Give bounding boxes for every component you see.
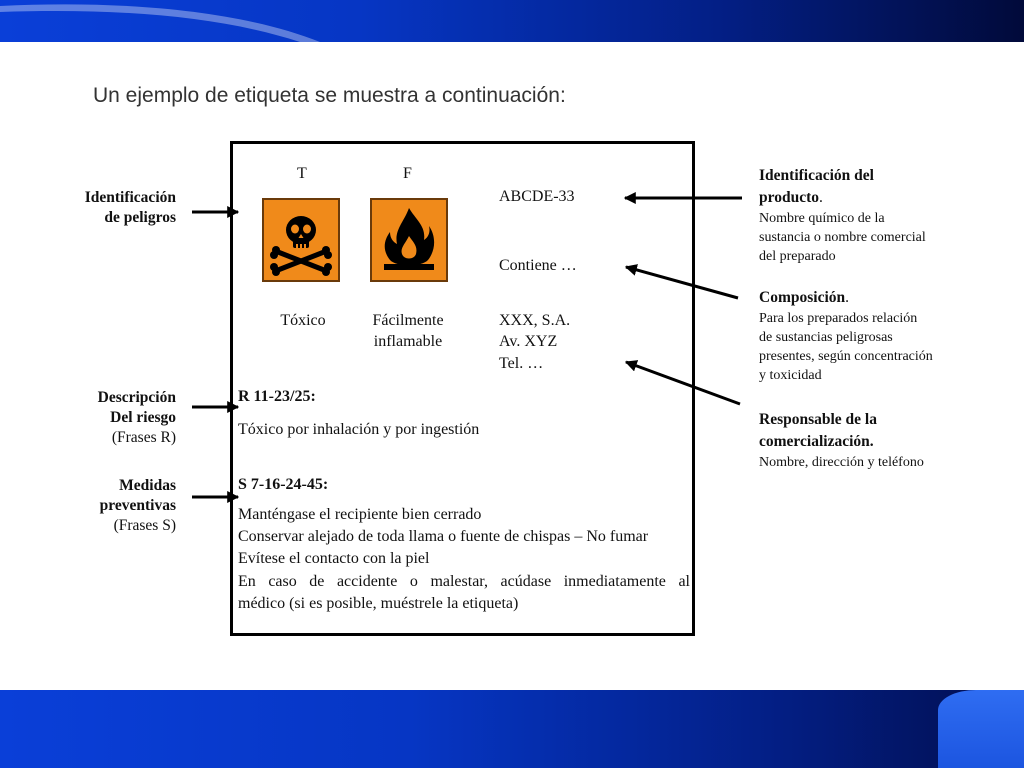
callout-hazard-identification [85,188,176,228]
callout-line: Para los preparados relación [759,311,918,326]
bottom-decor-bar [0,690,1024,768]
callout-sub: (Frases S) [113,517,176,534]
callout-line: Descripción [97,389,176,406]
flammable-caption-line1: Fácilmente [372,312,444,329]
callout-line: Medidas [119,477,176,494]
callout-line: Nombre, dirección y teléfono [759,455,924,470]
callout-sub: (Frases R) [111,429,176,446]
callout-product-identification [759,165,926,266]
callout-line: sustancia o nombre comercial [759,230,926,245]
callout-punct: . [845,289,849,306]
callout-line: presentes, según concentración [759,349,933,364]
callout-line: de peligros [104,209,176,226]
callout-line: de sustancias peligrosas [759,330,893,345]
callout-head: Responsable de la [759,411,877,428]
s-phrase-line: Evítese el contacto con la piel [238,550,430,567]
company-name: XXX, S.A. [499,312,571,329]
skull-crossbones-icon [264,200,338,280]
callout-line: del preparado [759,249,836,264]
s-phrase-line: En caso de accidente o malestar, acúdase inmediatamente al [238,573,690,590]
callout-punct: . [819,189,823,206]
callout-line: Identificación [84,189,176,206]
callout-line: preventivas [99,497,176,514]
callout-line: y toxicidad [759,368,822,383]
r-phrase-text: Tóxico por inhalación y por ingestión [238,421,480,438]
toxic-caption: Tóxico [280,312,326,329]
callout-line: Del riesgo [110,409,176,426]
s-phrase-line: Manténgase el recipiente bien cerrado [238,506,482,523]
contains-text: Contiene … [499,257,577,274]
corner-tab-decoration [938,690,1024,768]
callout-head: producto [759,189,820,206]
flammable-pictogram [370,198,448,282]
flammable-caption-line2: inflamable [373,333,443,350]
s-phrase-code: S 7-16-24-45: [238,476,329,493]
flame-icon [372,200,446,280]
callout-risk-description [98,388,176,448]
callout-head: comercialización. [759,433,874,450]
r-phrase-code: R 11-23/25: [238,388,316,405]
callout-responsible [759,409,924,472]
toxic-pictogram [262,198,340,282]
company-phone: Tel. … [499,355,544,372]
s-phrase-line: médico (si es posible, muéstrele la etiqueta) [238,595,519,612]
intro-text: Un ejemplo de etiqueta se muestra a continuación: [93,84,566,107]
callout-preventive-measures [100,476,176,536]
callout-line: Nombre químico de la [759,211,885,226]
symbol-letter-t: T [297,165,307,182]
symbol-letter-f: F [403,165,412,182]
top-decor-bar [0,0,1024,42]
callout-head: Composición [759,289,846,306]
swoosh-decoration [0,0,1024,42]
callout-composition [759,287,933,385]
s-phrase-line: Conservar alejado de toda llama o fuente de chispas – No fumar [238,528,649,545]
callout-head: Identificación del [759,167,874,184]
company-address: Av. XYZ [499,333,558,350]
product-id: ABCDE-33 [499,188,575,205]
